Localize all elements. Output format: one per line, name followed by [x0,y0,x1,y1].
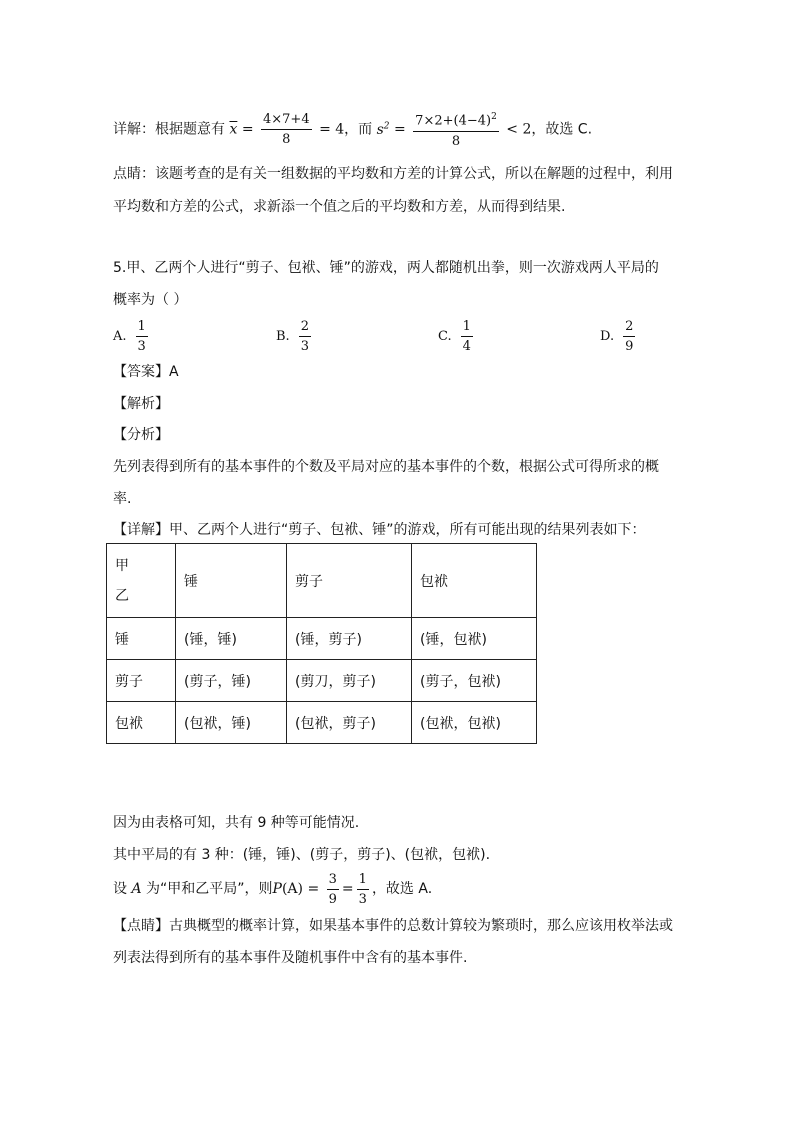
table-cell: (剪刀，剪子) [287,660,412,702]
column-header: 锤 [176,544,287,618]
comment-line-1: 点睛：该题考查的是有关一组数据的平均数和方差的计算公式，所以在解题的过程中，利用 [113,166,673,182]
dianjing-line-1: 【点睛】古典概型的概率计算，如果基本事件的总数计算较为繁琐时，那么应该用枚举法或 [113,918,673,934]
variance-symbol: $s^2$ [376,121,390,138]
fenxi-line-1: 先列表得到所有的基本事件的个数及平局对应的基本事件的个数，根据公式可得所求的概 [113,459,659,475]
table-row [107,660,537,702]
mean-result: = 4 [319,121,345,138]
row-header: 锤 [107,618,176,660]
analysis-title: 【解析】 [113,396,169,412]
mean-fraction: $\frac{4\times 7+4}{8}$ [263,112,310,148]
table-header-row [107,544,537,618]
table-cell: (包袱，锤) [176,702,287,744]
corner-bottom-label: 乙 [115,587,129,604]
option-b: B. $\frac{2}{3}$ [276,319,309,354]
comment-line-2: 平均数和方差的公式，求新添一个值之后的平均数和方差，从而得到结果. [113,199,566,215]
table-cell: (锤，剪子) [287,618,412,660]
dianjing-line-2: 列表法得到所有的基本事件及随机事件中含有的基本事件. [113,950,468,966]
table-corner-cell [107,544,176,618]
detail-line: 【详解】甲、乙两个人进行“剪子、包袱、锤”的游戏，所有可能出现的结果列表如下： [113,522,646,538]
fenxi-line-2: 率. [113,491,132,507]
conclusion-line-1: 因为由表格可知，共有 9 种等可能情况. [113,815,360,831]
question-stem-line-2: 概率为（ ） [113,292,188,308]
table-row [107,618,537,660]
question-stem-line-1: 5.甲、乙两个人进行“剪子、包袱、锤”的游戏，两人都随机出拳，则一次游戏两人平局的 [113,260,659,276]
option-c: C. $\frac{1}{4}$ [438,319,471,354]
detail-formula-line: 详解：根据题意有 $\overline{x}$ = $\frac{4\times 7+4}{8}$ = 4，而 $s^2$ = $\frac{7\times 2+(4-4)^2}{8}$ < 2，故选 C. [113,107,592,150]
row-header: 包袱 [107,702,176,744]
corner-top-label: 甲 [115,557,129,574]
conclusion-line-2: 其中平局的有 3 种：(锤，锤)、(剪子，剪子)、(包袱，包袱). [113,847,491,863]
variance-fraction: $\frac{7\times 2+(4-4)^2}{8}$ [413,109,499,149]
choose-text: ，故选 C. [531,121,593,138]
mean-symbol: $\overline{x}$ [229,121,238,138]
detail-prefix: 详解：根据题意有 [113,121,225,138]
column-header: 包袱 [412,544,537,618]
conclusion-line-3: 设 A 为“甲和乙平局”，则P(A) = $\frac{3}{9}$ = $\frac{1}{3}$ ，故选 A. [113,871,433,907]
fenxi-title: 【分析】 [113,427,169,443]
table-cell: (剪子，包袱) [412,660,537,702]
variance-result: < 2 [506,121,532,138]
table-cell: (锤，锤) [176,618,287,660]
column-header: 剪子 [287,544,412,618]
result-table [106,543,537,744]
table-row [107,702,537,744]
table-cell: (包袱，剪子) [287,702,412,744]
option-d: D. $\frac{2}{9}$ [600,319,634,354]
probability-fraction: $\frac{3}{9}$ [328,871,337,907]
row-header: 剪子 [107,660,176,702]
table-cell: (剪子，锤) [176,660,287,702]
table-cell: (锤，包袱) [412,618,537,660]
option-a: A. $\frac{1}{3}$ [113,319,146,354]
probability-result-fraction: $\frac{1}{3}$ [358,871,367,907]
answer-line: 【答案】A [113,364,179,380]
table-cell: (包袱，包袱) [412,702,537,744]
